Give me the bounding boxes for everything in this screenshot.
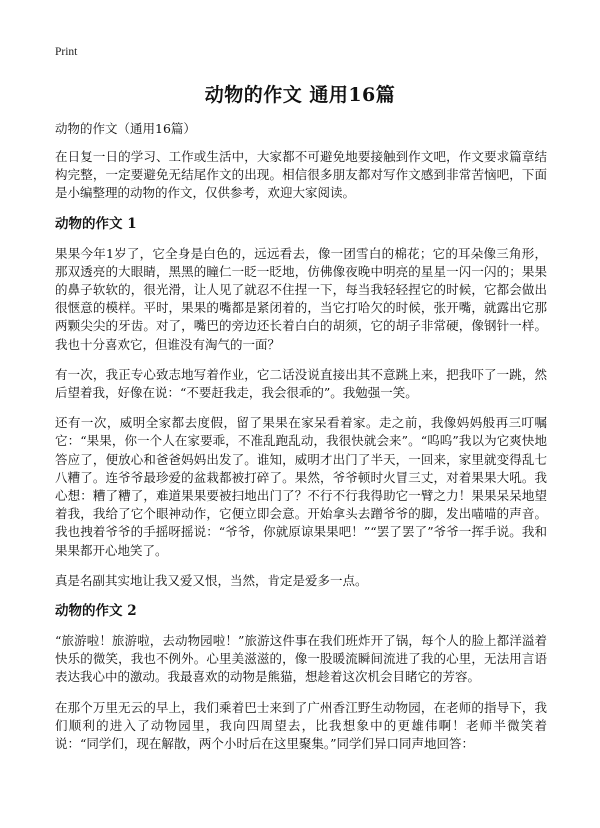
page-title: 动物的作文 通用16篇 — [204, 84, 396, 106]
section-1-paragraph: 果果今年1岁了，它全身是白色的，远远看去，像一团雪白的棉花；它的耳朵像三角形，那双透亮的大眼睛，黑黑的瞳仁一眨一眨地，仿佛像夜晚中明亮的星星一闪一闪的；果果的鼻子软软的，很光滑，让人见了就忍不住捏一下，每当我轻轻捏它的时候，它都会做出很惬意的模样。平时，果果的嘴都是紧闭着的，当它打哈欠的时候，张开嘴，就露出它那两颗尖尖的牙齿。对了，嘴巴的旁边还长着白白的胡须，它的胡子非常硬，像钢针一样。我也十分喜欢它，但谁没有淘气的一面？ — [55, 245, 547, 352]
section-2-paragraph: “旅游啦！旅游啦，去动物园啦！”旅游这件事在我们班炸开了锅，每个人的脸上都洋溢着快乐的微笑，我也不例外。心里美滋滋的，像一股暖流瞬间流进了我的心里，无法用言语表达我心中的激动。我最喜欢的动物是熊猫，想趁着这次机会目睹它的芳容。 — [55, 633, 547, 685]
section-2-paragraph: 在那个万里无云的早上，我们乘着巴士来到了广州香江野生动物园，在老师的指导下，我们顺利的进入了动物园里，我向四周望去，比我想象中的更雄伟啊！老师半微笑着说：“同学们，现在解散，两个小时后在这里聚集。”同学们异口同声地回答： — [55, 699, 547, 752]
section-1-paragraph: 真是名副其实地让我又爱又恨，当然，肯定是爱多一点。 — [55, 572, 368, 588]
section-1-paragraph: 还有一次，威明全家都去度假，留了果果在家呆看着家。走之前，我像妈妈般再三叮嘱它：“果果，你一个人在家要乖，不准乱跑乱动，我很快就会来”。“呜呜”我以为它爽快地答应了，便放心和爸爸妈妈出发了。谁知，威明才出门了半天，一回来，家里就变得乱七八糟了。连爷爷最珍爱的盆栽都被打碎了。果然，爷爷顿时火冒三丈，对着果果大吼。我心想：糟了糟了，难道果果要被扫地出门了？不行不行我得助它一臂之力！果果呆呆地望着我，我给了它个眼神动作，它便立即会意。开始拿头去蹭爷爷的脚，发出喵喵的声音。我也拽着爷爷的手摇呀摇说：“爷爷，你就原谅果果吧！”“罢了罢了”爷爷一挥手说。我和果果都开心地笑了。 — [55, 415, 547, 558]
document-subtitle: 动物的作文（通用16篇） — [55, 121, 196, 136]
section-heading-2: 动物的作文 2 — [55, 603, 137, 620]
intro-paragraph: 在日复一日的学习、工作或生活中，大家都不可避免地要接触到作文吧，作文要求篇章结构完整，一定要避免无结尾作文的出现。相信很多朋友都对写作文感到非常苦恼吧，下面是小编整理的动物的作文，仅供参考，欢迎大家阅读。 — [55, 149, 547, 201]
print-link[interactable]: Print — [55, 46, 78, 58]
section-heading-1: 动物的作文 1 — [55, 215, 137, 232]
section-1-paragraph: 有一次，我正专心致志地写着作业，它二话没说直接出其不意跳上来，把我吓了一跳，然后望着我，好像在说：“不要赶我走，我会很乖的”。我勉强一笑。 — [55, 366, 547, 401]
document-body — [55, 120, 547, 765]
